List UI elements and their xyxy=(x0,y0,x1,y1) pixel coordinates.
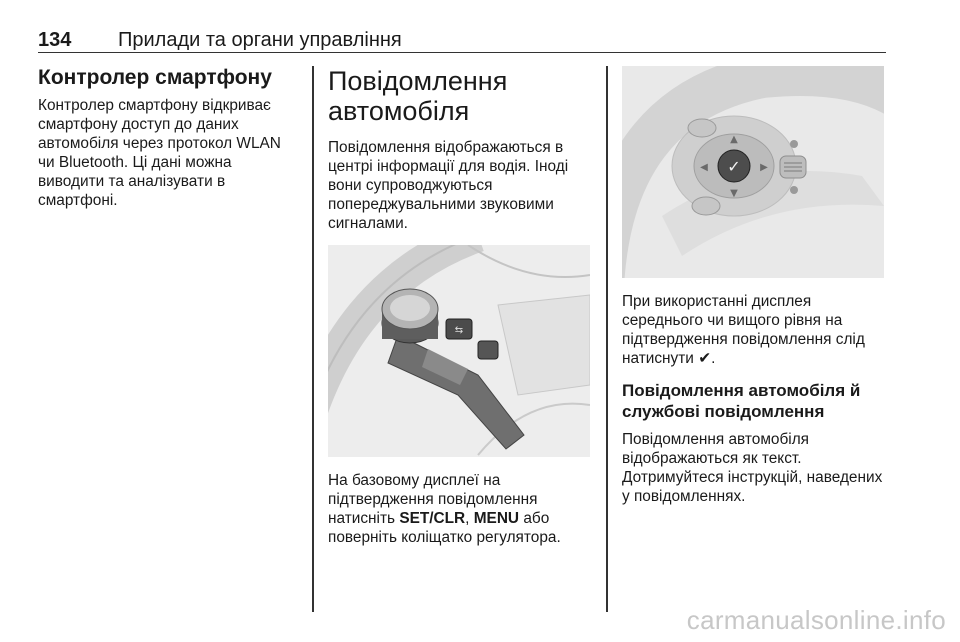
check-mark-icon: ✔ xyxy=(698,350,712,367)
column-1 xyxy=(38,66,300,220)
svg-text:▶: ▶ xyxy=(760,162,768,173)
figure-caption: При використанні дисплея середнього чи вищого рівня на підтвердження повідомлення слід натиснути ✔. xyxy=(622,293,865,367)
key-menu: MENU xyxy=(473,510,520,527)
column-2 xyxy=(328,66,590,557)
svg-text:◀: ◀ xyxy=(700,162,708,173)
svg-text:✓: ✓ xyxy=(727,157,741,176)
svg-text:▲: ▲ xyxy=(730,134,738,145)
section-heading-service-messages: Повідомлення автомобіля й службові повідомлення xyxy=(622,381,861,421)
page-header xyxy=(38,30,886,53)
body-text: Повідомлення відображаються в центрі інформації для водія. Іноді вони супроводжуються попереджувальними звуковими сигналами. xyxy=(328,139,569,232)
watermark: carmanualsonline.info xyxy=(686,605,946,635)
column-divider xyxy=(312,66,314,612)
body-text: Контролер смартфону відкриває смартфону доступ до даних автомобіля через протокол WLAN чи Bluetooth. Ці дані можна виводити та аналізувати в смартфоні. xyxy=(38,97,281,209)
key-set-clr: SET/CLR xyxy=(399,510,466,527)
svg-text:⇆: ⇆ xyxy=(454,325,464,336)
section-heading-smartphone-controller: Контролер смартфону xyxy=(38,66,272,89)
column-divider xyxy=(606,66,608,612)
section-heading-vehicle-messages: Повідомлення автомобіля xyxy=(328,66,508,126)
body-text: Повідомлення автомобіля відображаються як текст. Дотримуйтеся інструкцій, наведених у повідомленнях. xyxy=(622,431,883,505)
chapter-title: Прилади та органи управління xyxy=(118,29,402,51)
column-3 xyxy=(622,66,884,516)
svg-text:▼: ▼ xyxy=(730,188,738,199)
page-number: 134 xyxy=(38,29,72,51)
figure-caption: На базовому дисплеї на підтвердження повідомлення натисніть SET/CLR, MENU або поверніть коліщатко регулятора. xyxy=(328,472,561,546)
stalk-control-illustration xyxy=(328,245,590,457)
steering-wheel-controls-illustration xyxy=(622,66,884,278)
